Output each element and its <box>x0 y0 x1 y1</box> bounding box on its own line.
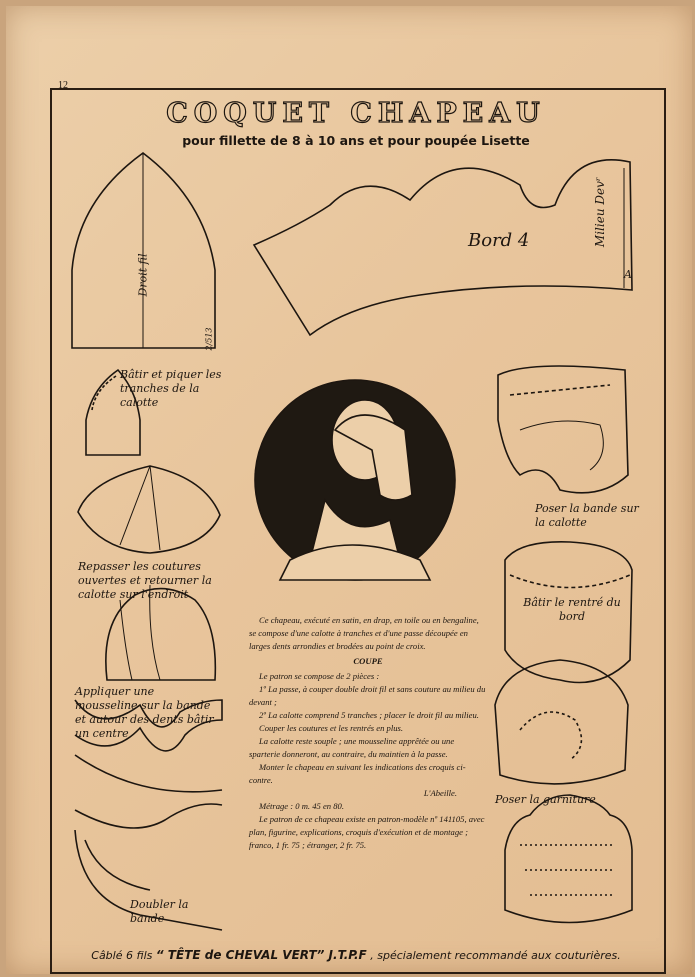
bord-pattern <box>254 160 632 335</box>
step6-caption: Bâtir le rentré du bord <box>523 596 621 623</box>
milieu-label: Milieu Devʳ <box>593 176 608 248</box>
metrage: Métrage : 0 m. 45 en 80. <box>259 801 344 811</box>
paragraph-4: Couper les coutures et les rentrés en plus. <box>259 723 404 733</box>
calotte-code: 2/513 <box>204 327 214 351</box>
paragraph-7: Le patron de ce chapeau existe en patron-modèle nº 141105, avec plan, figurine, explications, croquis d'exécution et de montage ; franco, 1 fr. 75 ; étranger, 2 fr. 75. <box>249 814 485 850</box>
step3-caption: Appliquer une mousseline sur la bande et autour des dents bâtir un centre <box>75 685 214 740</box>
step2-sketch <box>78 466 220 553</box>
footer-post: , spécialement recommandé aux couturières. <box>370 949 621 962</box>
step4-caption: Doubler la bande <box>130 898 189 925</box>
intro-paragraph: Ce chapeau, exécuté en satin, en drap, en toile ou en bengaline, se compose d'une calotte à tranches et d'une passe découpée en larges dents arrondies et brodées au point de croix. <box>249 615 479 651</box>
coupe-heading: COUPE <box>353 656 383 666</box>
footer-ad <box>56 948 656 962</box>
footer-brand: “ TÊTE de CHEVAL VERT” J.T.P.F <box>155 948 367 962</box>
bord-label: Bord 4 <box>468 230 530 251</box>
paragraph-6: Monter le chapeau en suivant les indications des croquis ci-contre. <box>249 762 466 785</box>
calotte-label: Droit fil <box>136 253 150 297</box>
step1-caption: Bâtir et piquer les tranches de la calotte <box>120 368 222 409</box>
milieu-mark: A <box>624 268 632 281</box>
paragraph-3: 2º La calotte comprend 5 tranches ; placer le droit fil au milieu. <box>259 710 479 720</box>
step7-caption: Poser la garniture <box>495 793 596 806</box>
paragraph-1: Le patron se compose de 2 pièces : <box>259 671 380 681</box>
step2-caption: Repasser les coutures ouvertes et retourner la calotte sur l'endroit <box>78 560 212 601</box>
article-text <box>249 614 487 852</box>
paragraph-5: La calotte reste souple ; une mousseline apprêtée ou une sparterie donneront, au contraire, du maintien à la passe. <box>249 736 455 759</box>
signature: L'Abeille. <box>423 788 457 798</box>
page-subtitle: pour fillette de 8 à 10 ans et pour poupée Lisette <box>182 133 530 148</box>
page-title: COQUET CHAPEAU <box>166 98 546 129</box>
footer-pre: Câblé 6 fils <box>91 949 153 962</box>
page-number: 12 <box>58 80 68 91</box>
step2b-sketch <box>106 589 216 680</box>
step7b-sketch <box>505 795 632 923</box>
paragraph-2: 1º La passe, à couper double droit fil et sans couture au milieu du devant ; <box>249 684 486 707</box>
step5-caption: Poser la bande sur la calotte <box>535 502 639 529</box>
step7a-sketch <box>495 660 628 784</box>
